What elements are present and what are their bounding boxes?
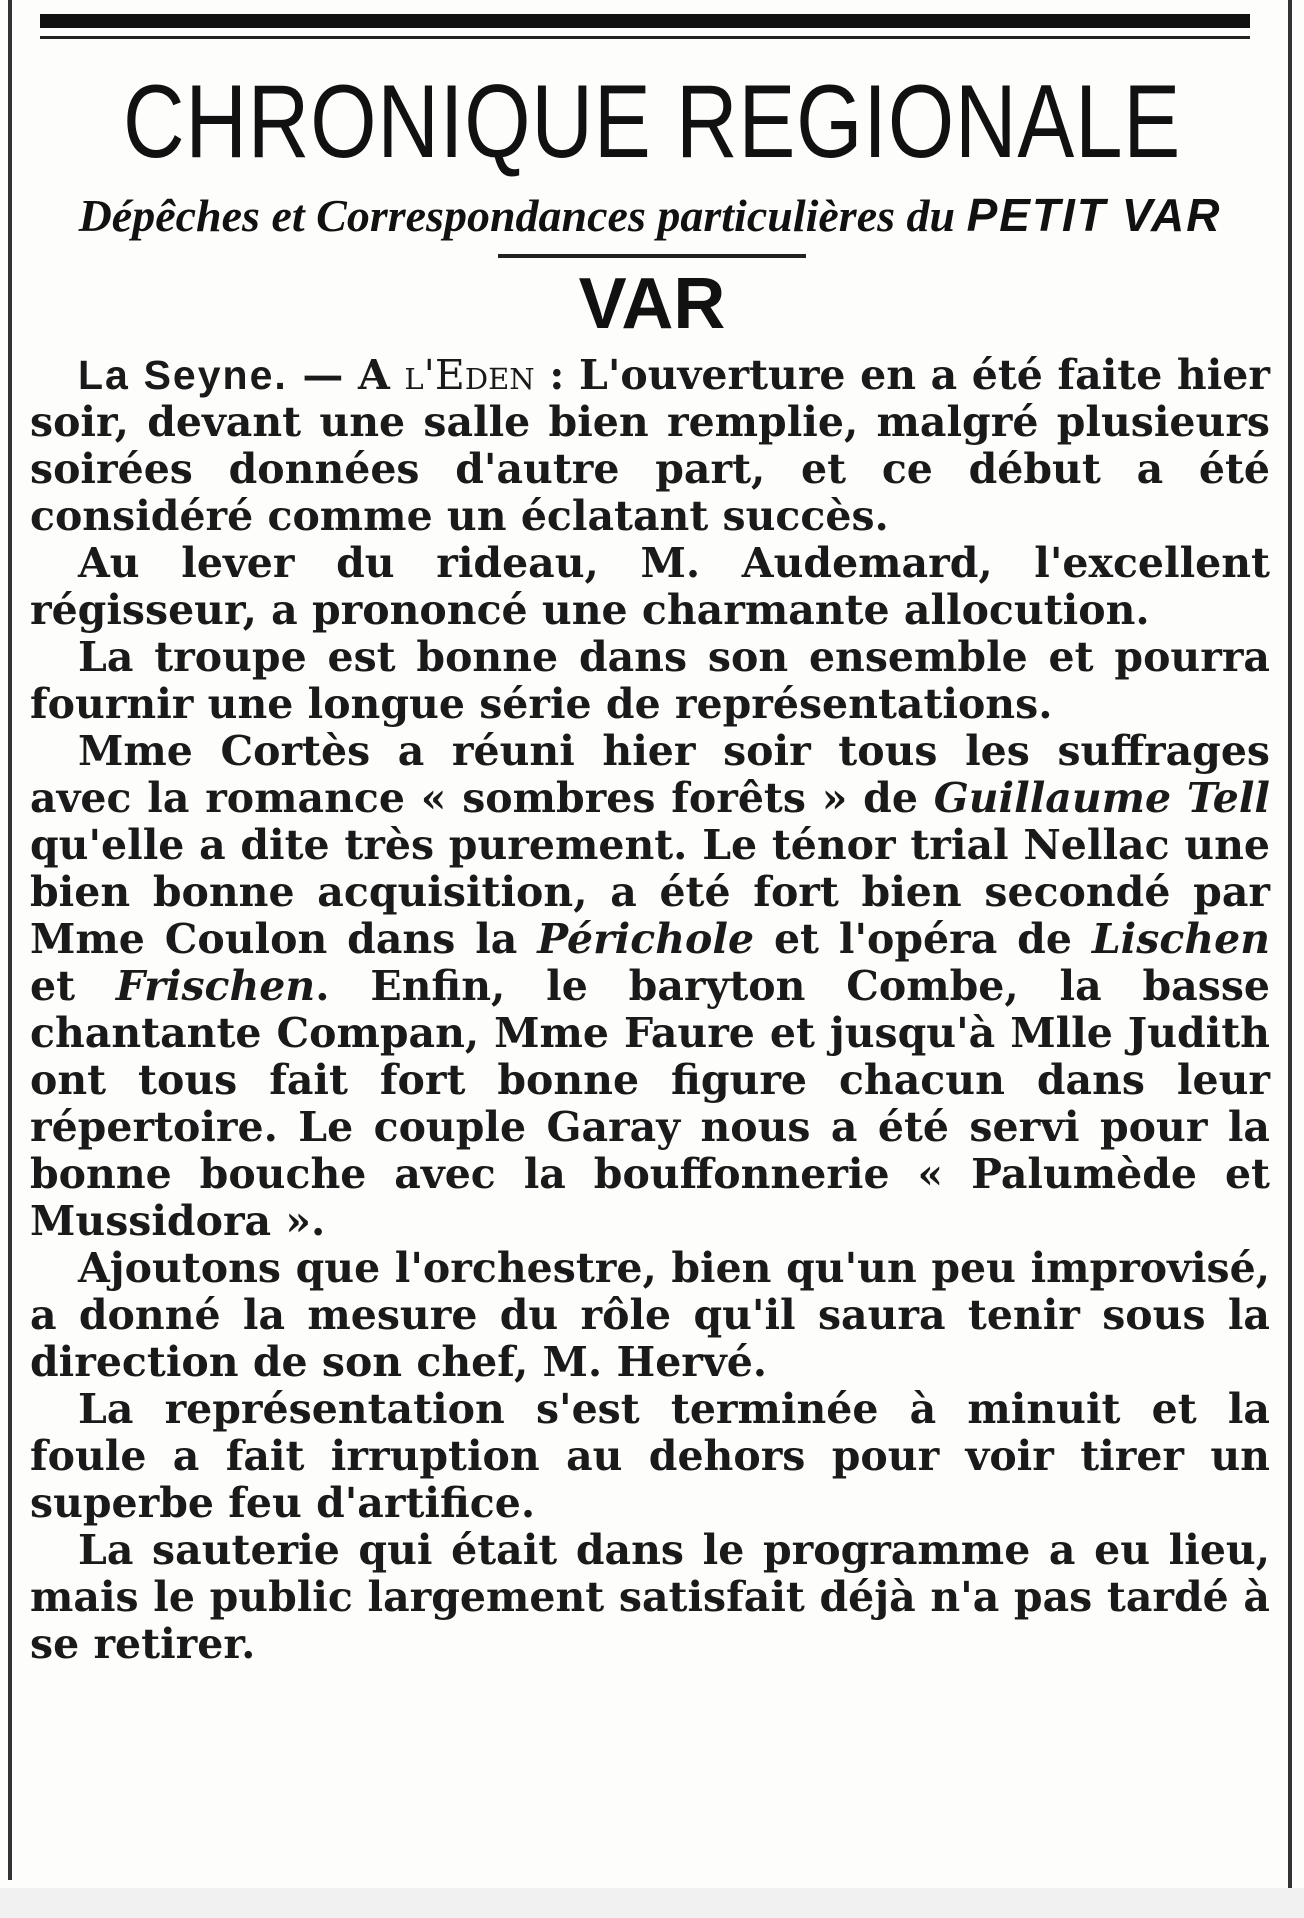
p4-text-g: et bbox=[30, 962, 116, 1010]
p4-text-i: . Enfin, le baryton Combe, la basse chantante Compan, Mme Faure et jusqu'à Mlle Judith ont tous fait fort bonne figure chacun dans leur répertoire. Le couple Garay nous a été servi pour la bonne bouche avec la bouffonnerie « Palumède et Mussidora ». bbox=[30, 962, 1270, 1245]
paragraph-5: Ajoutons que l'orchestre, bien qu'un peu improvisé, a donné la mesure du rôle qu'il saura tenir sous la direction de son chef, M. Hervé. bbox=[30, 1244, 1270, 1386]
paragraph-6: La représentation s'est terminée à minuit et la foule a fait irruption au dehors pour voir tirer un superbe feu d'artifice. bbox=[30, 1385, 1270, 1527]
section-divider bbox=[498, 254, 806, 258]
paragraph-1 bbox=[30, 352, 1270, 540]
p4-title-guillaume-tell: Guillaume Tell bbox=[933, 774, 1270, 822]
place-name: La Seyne. bbox=[78, 352, 288, 398]
top-thick-rule bbox=[40, 14, 1250, 28]
p4-text-e: et l'opéra de bbox=[754, 915, 1092, 963]
venue-name: l'Eden bbox=[404, 351, 535, 399]
masthead-title: CHRONIQUE REGIONALE bbox=[122, 64, 1182, 180]
article-body bbox=[30, 352, 1270, 1668]
paragraph-2: Au lever du rideau, M. Audemard, l'excellent régisseur, a prononcé une charmante allocution. bbox=[30, 539, 1270, 634]
top-thin-rule bbox=[40, 36, 1250, 39]
p4-title-perichole: Périchole bbox=[537, 915, 755, 963]
subhead-line bbox=[40, 189, 1260, 241]
p4-text-c: qu'elle a dite très purement. Le ténor trial Nellac une bien bonne acquisition, a été fort bien secondé par Mme Coulon dans la bbox=[30, 821, 1270, 963]
dash-text: — A bbox=[287, 351, 405, 399]
subhead-prefix: Dépêches et Correspondances particulières du bbox=[78, 190, 956, 241]
paragraph-1-text: : L'ouverture en a été faite hier soir, devant une salle bien remplie, malgré plusieurs soirées données d'autre part, et ce début a été considéré comme un éclatant succès. bbox=[30, 351, 1270, 540]
paragraph-4 bbox=[30, 728, 1270, 1245]
paragraph-7: La sauterie qui était dans le programme a eu lieu, mais le public largement satisfait déjà n'a pas tardé à se retirer. bbox=[30, 1526, 1270, 1668]
p4-text-a: Mme Cortès a réuni hier soir tous les suffrages avec la romance « sombres forêts » de bbox=[30, 727, 1270, 822]
section-title: VAR bbox=[578, 264, 726, 344]
paragraph-3: La troupe est bonne dans son ensemble et pourra fournir une longue série de représentations. bbox=[30, 633, 1270, 728]
p4-title-lischen: Lischen bbox=[1091, 915, 1270, 963]
subhead-paper-name: PETIT VAR bbox=[966, 189, 1222, 241]
bottom-margin bbox=[0, 1888, 1304, 1918]
p4-title-frischen: Frischen bbox=[115, 962, 316, 1010]
